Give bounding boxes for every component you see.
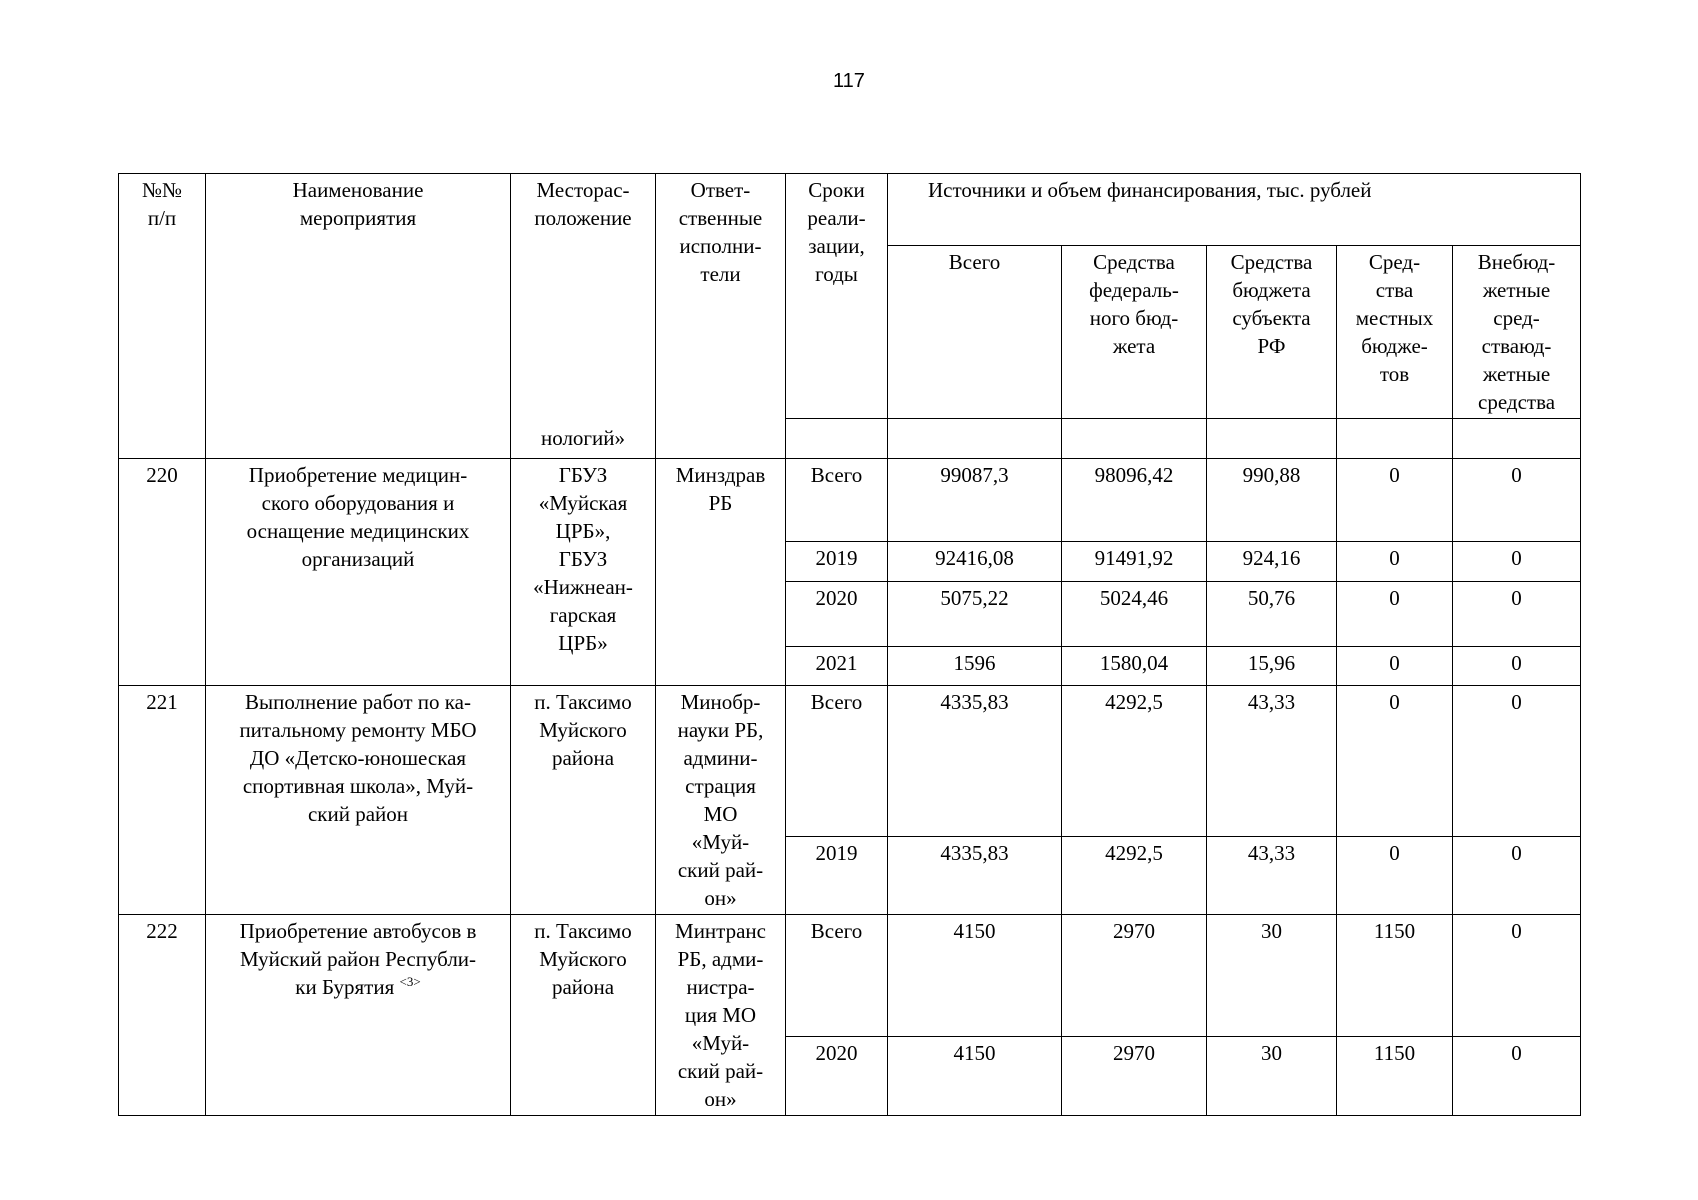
- extra-cell: 0: [1453, 542, 1581, 582]
- federal-cell: 1580,04: [1062, 647, 1207, 686]
- local-cell: 0: [1337, 459, 1453, 542]
- subject-cell: 30: [1207, 915, 1337, 1037]
- header-local: Сред- ства местных бюдже- тов: [1337, 246, 1453, 419]
- row-num: 220: [119, 459, 206, 686]
- spacer-cell: [888, 419, 1062, 459]
- header-responsible: Ответ- ственные исполни- тели: [656, 174, 786, 459]
- row-name: [206, 915, 511, 1116]
- spacer-cell: [1062, 419, 1207, 459]
- period-cell: Всего: [786, 459, 888, 542]
- period-cell: 2021: [786, 647, 888, 686]
- federal-cell: 91491,92: [1062, 542, 1207, 582]
- header-num: №№ п/п: [119, 174, 206, 459]
- federal-cell: 5024,46: [1062, 582, 1207, 647]
- local-cell: 0: [1337, 836, 1453, 914]
- extra-cell: 0: [1453, 1036, 1581, 1115]
- extra-cell: 0: [1453, 836, 1581, 914]
- header-row: [119, 174, 1581, 246]
- total-cell: 4335,83: [888, 686, 1062, 837]
- subject-cell: 43,33: [1207, 686, 1337, 837]
- federal-cell: 4292,5: [1062, 686, 1207, 837]
- row-location: п. Таксимо Муйского района: [511, 686, 656, 915]
- total-cell: 4150: [888, 915, 1062, 1037]
- funding-table: [118, 173, 1581, 1116]
- row-responsible: Минобр- науки РБ, админи- страция МО «Муй- ский рай- он»: [656, 686, 786, 915]
- period-cell: Всего: [786, 686, 888, 837]
- spacer-cell: [1207, 419, 1337, 459]
- header-subject: Средства бюджета субъекта РФ: [1207, 246, 1337, 419]
- row-num: 222: [119, 915, 206, 1116]
- local-cell: 0: [1337, 542, 1453, 582]
- period-cell: 2019: [786, 836, 888, 914]
- total-cell: 4335,83: [888, 836, 1062, 914]
- row-responsible: Минздрав РБ: [656, 459, 786, 686]
- row-responsible: Минтранс РБ, адми- нистра- ция МО «Муй- ский рай- он»: [656, 915, 786, 1116]
- total-cell: 92416,08: [888, 542, 1062, 582]
- spacer-cell: [1337, 419, 1453, 459]
- row-name: Выполнение работ по ка- питальному ремонту МБО ДО «Детско-юношеская спортивная школа», Муй- ский район: [206, 686, 511, 915]
- header-funding: Источники и объем финансирования, тыс. рублей: [888, 174, 1581, 246]
- table-row: [119, 686, 1581, 837]
- subject-cell: 15,96: [1207, 647, 1337, 686]
- subject-cell: 990,88: [1207, 459, 1337, 542]
- header-location: [511, 174, 656, 459]
- federal-cell: 98096,42: [1062, 459, 1207, 542]
- federal-cell: 4292,5: [1062, 836, 1207, 914]
- table-row: [119, 915, 1581, 1037]
- local-cell: 1150: [1337, 1036, 1453, 1115]
- header-total: Всего: [888, 246, 1062, 419]
- row-name-text: Приобретение автобусов в Муйский район Республи- ки Бурятия: [239, 919, 477, 999]
- local-cell: 1150: [1337, 915, 1453, 1037]
- spacer-cell: [786, 419, 888, 459]
- extra-cell: 0: [1453, 647, 1581, 686]
- header-name: Наименование мероприятия: [206, 174, 511, 459]
- header-period: Сроки реали- зации, годы: [786, 174, 888, 419]
- extra-cell: 0: [1453, 582, 1581, 647]
- table-row: [119, 459, 1581, 542]
- spacer-cell: [1453, 419, 1581, 459]
- page-number: 117: [833, 70, 865, 92]
- row-name: Приобретение медицин- ского оборудования и оснащение медицинских организаций: [206, 459, 511, 686]
- total-cell: 99087,3: [888, 459, 1062, 542]
- federal-cell: 2970: [1062, 915, 1207, 1037]
- header-federal: Средства федераль- ного бюд- жета: [1062, 246, 1207, 419]
- extra-cell: 0: [1453, 686, 1581, 837]
- footnote-marker: <3>: [399, 974, 421, 989]
- row-location: п. Таксимо Муйского района: [511, 915, 656, 1116]
- total-cell: 1596: [888, 647, 1062, 686]
- total-cell: 5075,22: [888, 582, 1062, 647]
- period-cell: 2020: [786, 1036, 888, 1115]
- subject-cell: 30: [1207, 1036, 1337, 1115]
- period-cell: Всего: [786, 915, 888, 1037]
- local-cell: 0: [1337, 686, 1453, 837]
- federal-cell: 2970: [1062, 1036, 1207, 1115]
- local-cell: 0: [1337, 647, 1453, 686]
- header-location-tail: нологий»: [540, 426, 626, 450]
- header-location-label: Месторас- положение: [534, 178, 632, 230]
- extra-cell: 0: [1453, 459, 1581, 542]
- row-num: 221: [119, 686, 206, 915]
- header-extra: Внебюд- жетные сред- стваюд- жетные средства: [1453, 246, 1581, 419]
- row-location: ГБУЗ «Муйская ЦРБ», ГБУЗ «Нижнеан- гарская ЦРБ»: [511, 459, 656, 686]
- local-cell: 0: [1337, 582, 1453, 647]
- subject-cell: 43,33: [1207, 836, 1337, 914]
- period-cell: 2019: [786, 542, 888, 582]
- total-cell: 4150: [888, 1036, 1062, 1115]
- subject-cell: 924,16: [1207, 542, 1337, 582]
- extra-cell: 0: [1453, 915, 1581, 1037]
- period-cell: 2020: [786, 582, 888, 647]
- subject-cell: 50,76: [1207, 582, 1337, 647]
